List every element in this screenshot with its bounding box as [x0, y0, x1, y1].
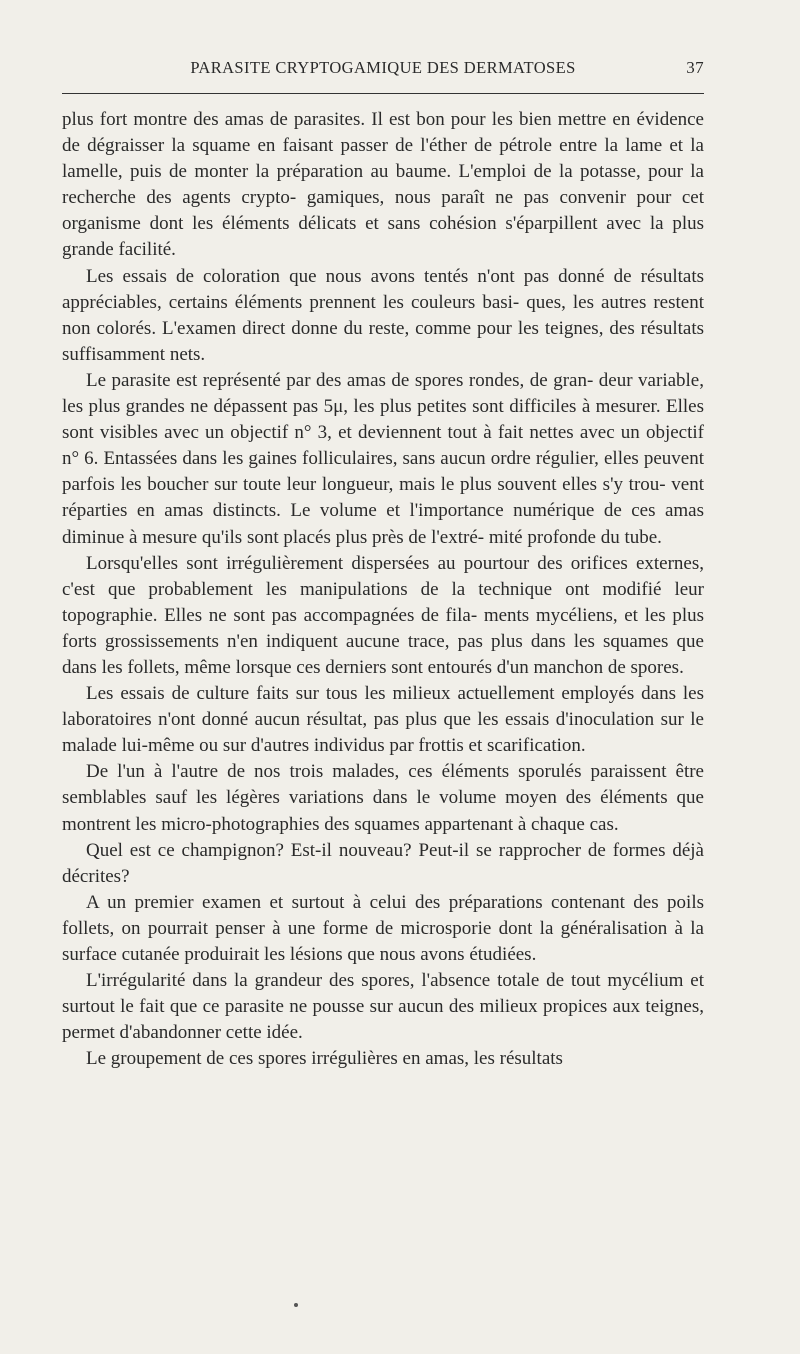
paragraph: Le groupement de ces spores irrégulières en amas, les résultats [86, 1048, 563, 1070]
ink-speck [294, 1303, 298, 1307]
paragraph: L'irrégularité dans la grandeur des spores, l'absence totale de tout mycélium et surtout le fait que ce parasite ne pousse sur aucun des milieux propices aux teignes, permet d'abandonner cette idée. [62, 970, 704, 1044]
running-title: PARASITE CRYPTOGAMIQUE DES DERMATOSES [190, 58, 576, 77]
running-header [62, 58, 704, 78]
paragraph: Lorsqu'elles sont irrégulièrement dispersées au pourtour des orifices externes, c'est que probablement les manipulations de la technique ont modifié leur topographie. Elles ne sont pas accompagnées de fila- ments mycéliens, et les plus forts grossissements n'en indiquent aucune trace, pas plus dans les squames que dans les follets, même lorsque ces derniers sont entourés d'un manchon de spores. [62, 552, 704, 678]
page-number: 37 [686, 58, 704, 77]
paragraph: Les essais de coloration que nous avons tentés n'ont pas donné de résultats appréciables, certains éléments prennent les couleurs basi- ques, les autres restent non colorés. L'examen direct donne du reste, comme pour les teignes, des résultats suffisamment nets. [62, 265, 704, 365]
paragraph: A un premier examen et surtout à celui des préparations contenant des poils follets, on pourrait penser à une forme de microsporie dont la généralisation à la surface cutanée produirait les lésions que nous avons étudiées. [62, 891, 704, 965]
paragraph: Le parasite est représenté par des amas de spores rondes, de gran- deur variable, les plus grandes ne dépassent pas 5μ, les plus petites sont difficiles à mesurer. Elles sont visibles avec un objectif n° 3, et deviennent tout à fait nettes avec un objectif n° 6. Entassées dans les gaines folliculaires, sans aucun ordre régulier, elles peuvent parfois les boucher sur toute leur longueur, mais le plus souvent elles s'y trou- vent réparties en amas distincts. Le volume et l'importance numérique de ces amas diminue à mesure qu'ils sont placés plus près de l'extré- mité profonde du tube. [62, 369, 704, 548]
paragraph: plus fort montre des amas de parasites. Il est bon pour les bien mettre en évidence de dégraisser la squame en faisant passer de l'éther de pétrole entre la lame et la lamelle, puis de monter la préparation au baume. L'emploi de la potasse, pour la recherche des agents crypto- gamiques, nous paraît ne pas convenir pour cet organisme dont les éléments délicats et sans cohésion s'éparpillent avec la plus grande facilité. [62, 109, 704, 261]
paragraph: Les essais de culture faits sur tous les milieux actuellement employés dans les laboratoires n'ont donné aucun résultat, pas plus que les essais d'inoculation sur le malade lui-même ou sur d'autres individus par frottis et scarification. [62, 683, 704, 757]
paragraph: Quel est ce champignon? Est-il nouveau? Peut-il se rapprocher de formes déjà décrites? [62, 839, 704, 887]
body-text [62, 107, 704, 1072]
paragraph: De l'un à l'autre de nos trois malades, ces éléments sporulés paraissent être semblables sauf les légères variations dans le volume moyen des éléments que montrent les micro-photographies des squames appartenant à chaque cas. [62, 761, 704, 835]
header-rule [62, 93, 704, 94]
